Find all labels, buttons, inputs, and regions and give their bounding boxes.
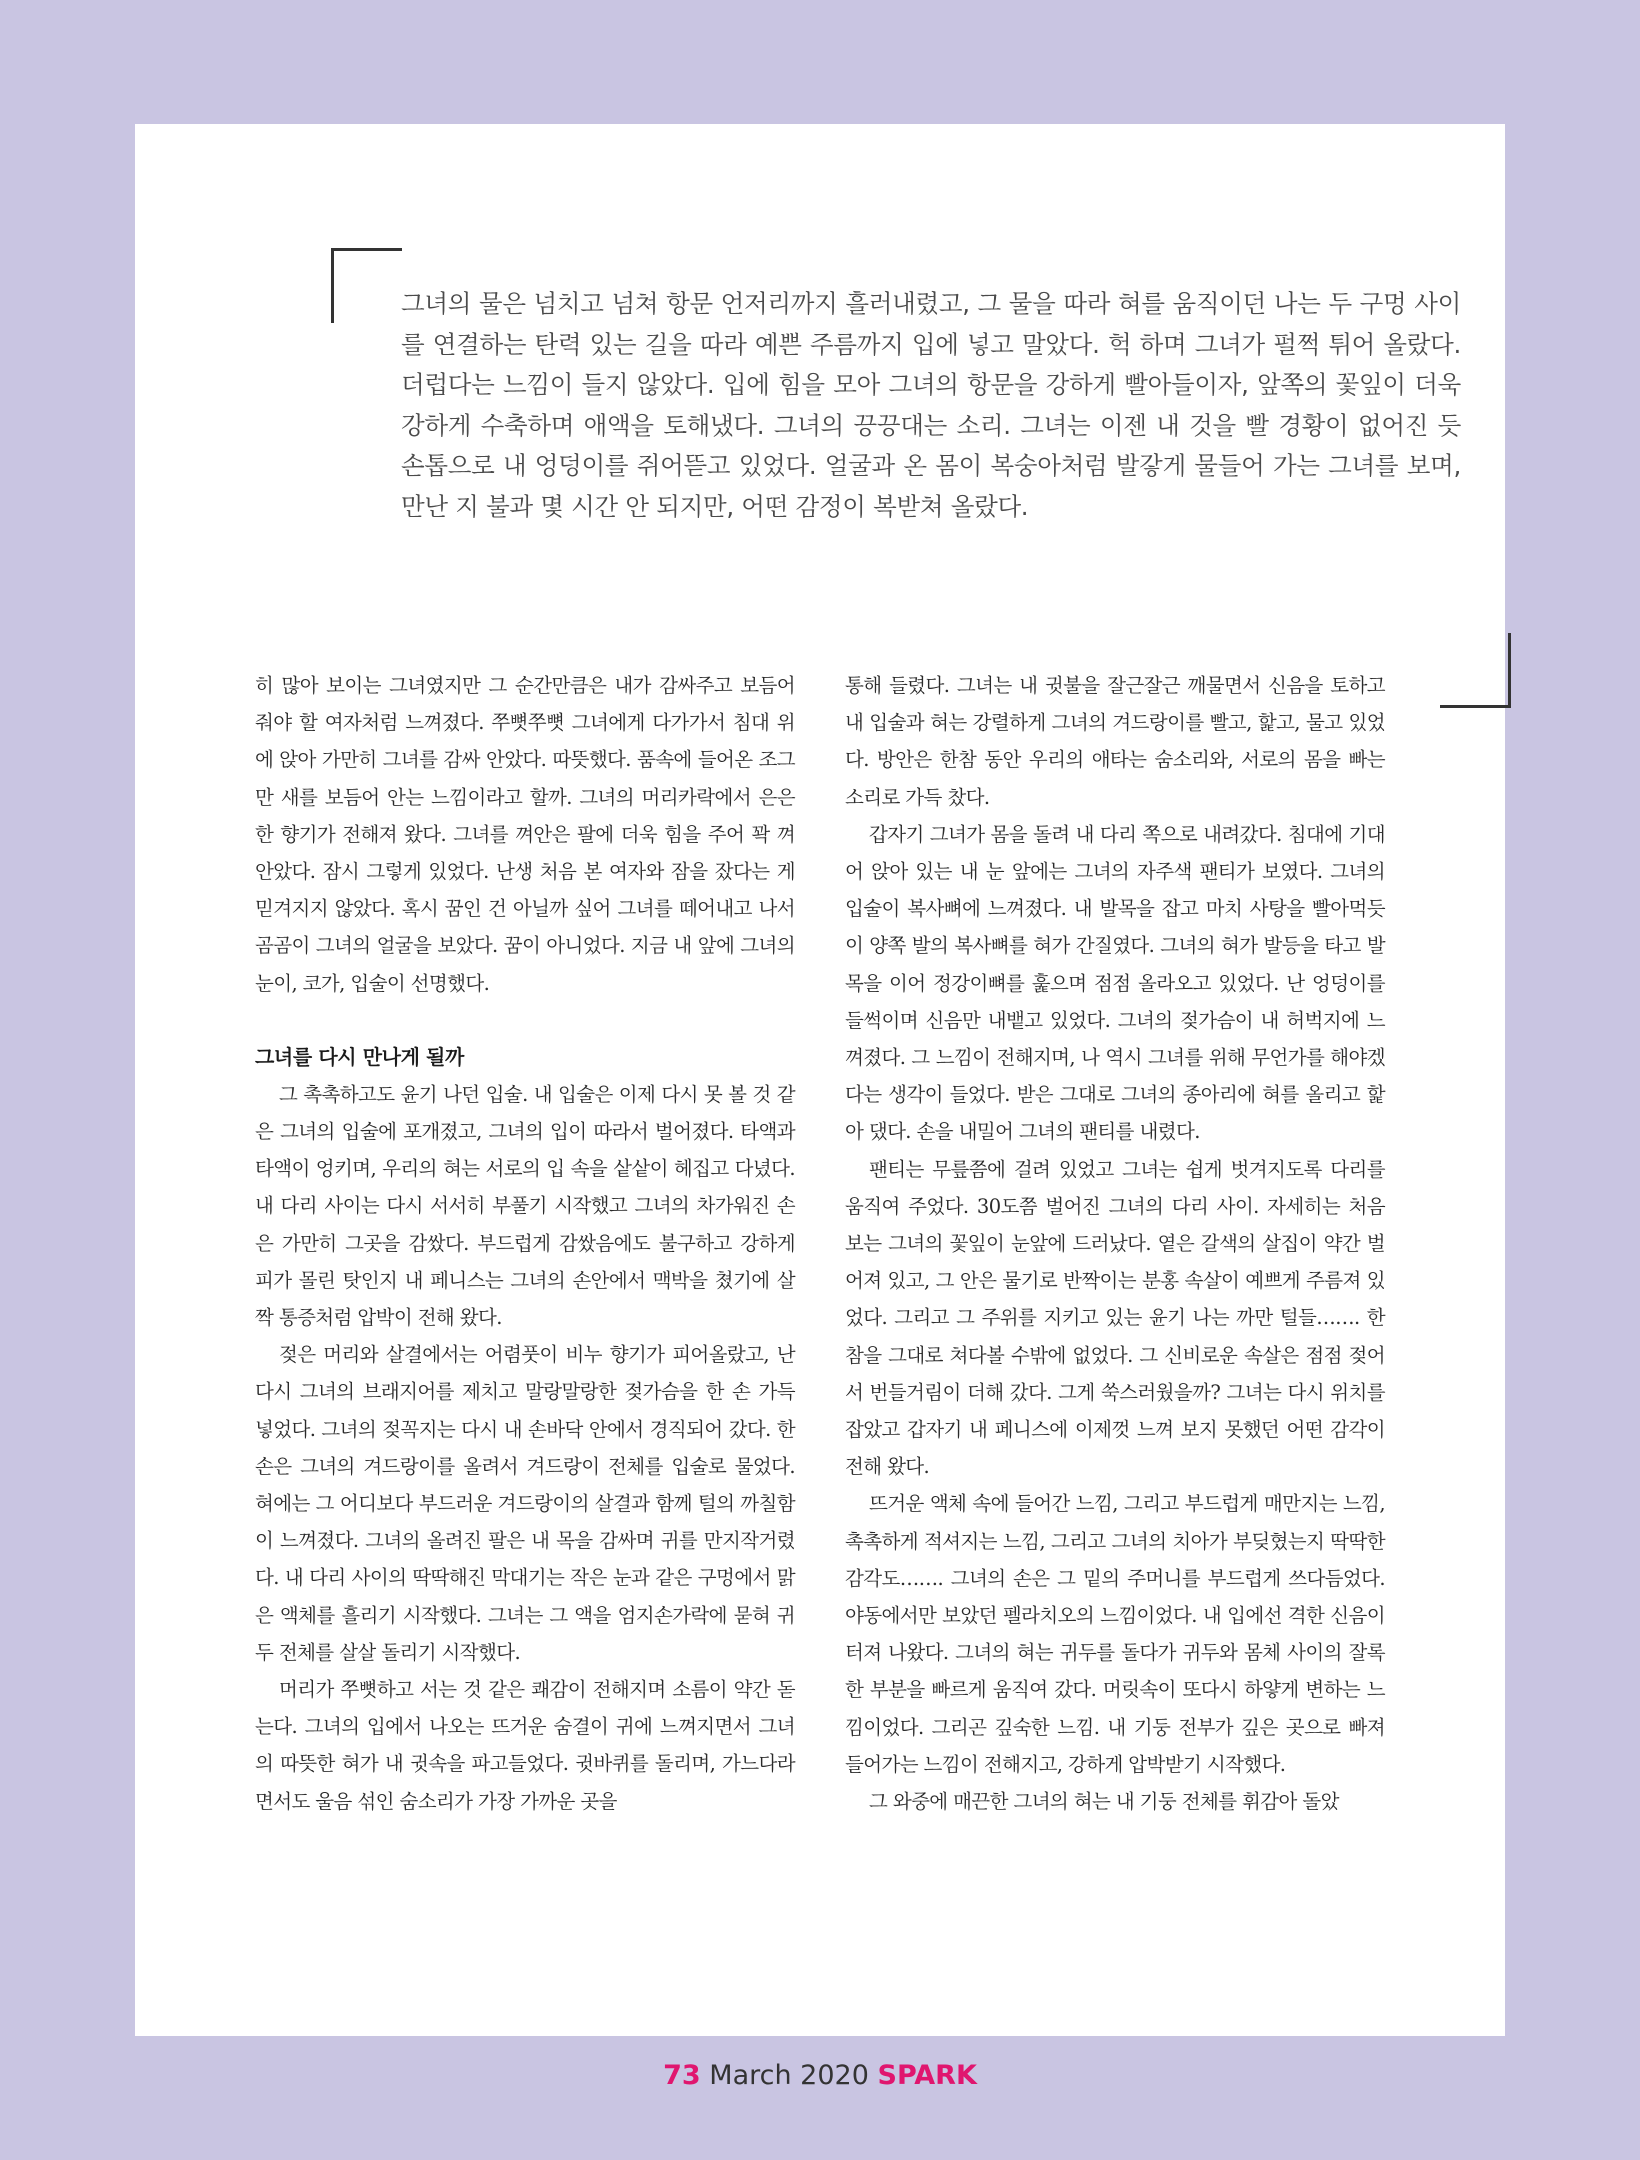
- article-column-left: [255, 667, 795, 1820]
- paragraph: 그 촉촉하고도 윤기 나던 입술. 내 입술은 이제 다시 못 볼 것 같은 그녀의 입술에 포개졌고, 그녀의 입이 따라서 벌어졌다. 타액과 타액이 엉키며, 우리의 혀는 서로의 입 속을 샅샅이 헤집고 다녔다. 내 다리 사이는 다시 서서히 부풀기 시작했고 그녀의 차가워진 손은 가만히 그곳을 감쌌다. 부드럽게 감쌌음에도 불구하고 강하게 피가 몰린 탓인지 내 페니스는 그녀의 손안에서 맥박을 쳤기에 살짝 통증처럼 압박이 전해 왔다.: [255, 1082, 795, 1330]
- magazine-name: SPARK: [877, 2060, 977, 2091]
- article-column-right: [845, 667, 1385, 1820]
- page-footer: [0, 2060, 1640, 2091]
- page-sheet: [135, 124, 1505, 2036]
- quote-bracket-open: [331, 248, 402, 323]
- paragraph: 히 많아 보이는 그녀였지만 그 순간만큼은 내가 감싸주고 보듬어 줘야 할 여자처럼 느껴졌다. 쭈뼛쭈뼛 그녀에게 다가가서 침대 위에 앉아 가만히 그녀를 감싸 안았다. 따뜻했다. 품속에 들어온 조그만 새를 보듬어 안는 느낌이라고 할까. 그녀의 머리카락에서 은은한 향기가 전해져 왔다. 그녀를 껴안은 팔에 더욱 힘을 주어 꽉 껴안았다. 잠시 그렇게 있었다. 난생 처음 본 여자와 잠을 잤다는 게 믿겨지지 않았다. 혹시 꿈인 건 아닐까 싶어 그녀를 떼어내고 나서 곰곰이 그녀의 얼굴을 보았다. 꿈이 아니었다. 지금 내 앞에 그녀의 눈이, 코가, 입술이 선명했다.: [255, 674, 795, 995]
- paragraph: 통해 들렸다. 그녀는 내 귓불을 잘근잘근 깨물면서 신음을 토하고 내 입술과 혀는 강렬하게 그녀의 겨드랑이를 빨고, 핥고, 물고 있었다. 방안은 한참 동안 우리의 애타는 숨소리와, 서로의 몸을 빠는 소리로 가득 찼다.: [845, 674, 1385, 809]
- paragraph: 갑자기 그녀가 몸을 돌려 내 다리 쪽으로 내려갔다. 침대에 기대어 앉아 있는 내 눈 앞에는 그녀의 자주색 팬티가 보였다. 그녀의 입술이 복사뼈에 느껴졌다. 내 발목을 잡고 마치 사탕을 빨아먹듯이 양쪽 발의 복사뼈를 혀가 간질였다. 그녀의 혀가 발등을 타고 발목을 이어 정강이뼈를 훑으며 점점 올라오고 있었다. 난 엉덩이를 들썩이며 신음만 내뱉고 있었다. 그녀의 젖가슴이 내 허벅지에 느껴졌다. 그 느낌이 전해지며, 나 역시 그녀를 위해 무언가를 해야겠다는 생각이 들었다. 받은 그대로 그녀의 종아리에 혀를 올리고 핥아 댔다. 손을 내밀어 그녀의 팬티를 내렸다.: [845, 822, 1385, 1144]
- paragraph: 팬티는 무릎쯤에 걸려 있었고 그녀는 쉽게 벗겨지도록 다리를 움직여 주었다. 30도쯤 벌어진 그녀의 다리 사이. 자세히는 처음 보는 그녀의 꽃잎이 눈앞에 드러났다. 옅은 갈색의 살집이 약간 벌어져 있고, 그 안은 물기로 반짝이는 분홍 속살이 예쁘게 주름져 있었다. 그리고 그 주위를 지키고 있는 윤기 나는 까만 털들……. 한참을 그대로 쳐다볼 수밖에 없었다. 그 신비로운 속살은 점점 젖어서 번들거림이 더해 갔다. 그게 쑥스러웠을까? 그녀는 다시 위치를 잡았고 갑자기 내 페니스에 이제껏 느껴 보지 못했던 어떤 감각이 전해 왔다.: [845, 1157, 1385, 1479]
- pull-quote: [331, 248, 1511, 708]
- paragraph: 뜨거운 액체 속에 들어간 느낌, 그리고 부드럽게 매만지는 느낌, 촉촉하게 적셔지는 느낌, 그리고 그녀의 치아가 부딪혔는지 딱딱한 감각도……. 그녀의 손은 그 밑의 주머니를 부드럽게 쓰다듬었다. 야동에서만 보았던 펠라치오의 느낌이었다. 내 입에선 격한 신음이 터져 나왔다. 그녀의 혀는 귀두를 돌다가 귀두와 몸체 사이의 잘록한 부분을 빠르게 움직여 갔다. 머릿속이 또다시 하얗게 변하는 느낌이었다. 그리곤 깊숙한 느낌. 내 기둥 전부가 깊은 곳으로 빠져 들어가는 느낌이 전해지고, 강하게 압박받기 시작했다.: [845, 1492, 1385, 1776]
- pull-quote-text: 그녀의 물은 넘치고 넘쳐 항문 언저리까지 흘러내렸고, 그 물을 따라 혀를 움직이던 나는 두 구멍 사이를 연결하는 탄력 있는 길을 따라 예쁜 주름까지 입에 넣고 말았다. 헉 하며 그녀가 펄쩍 튀어 올랐다. 더럽다는 느낌이 들지 않았다. 입에 힘을 모아 그녀의 항문을 강하게 빨아들이자, 앞쪽의 꽃잎이 더욱 강하게 수축하며 애액을 토해냈다. 그녀의 끙끙대는 소리. 그녀는 이젠 내 것을 빨 경황이 없어진 듯 손톱으로 내 엉덩이를 쥐어뜯고 있었다. 얼굴과 온 몸이 복숭아처럼 발갛게 물들어 가는 그녀를 보며, 만난 지 불과 몇 시간 안 되지만, 어떤 감정이 복받쳐 올랐다.: [401, 289, 1461, 521]
- page-number: 73: [663, 2060, 701, 2091]
- paragraph: 젖은 머리와 살결에서는 어렴풋이 비누 향기가 피어올랐고, 난 다시 그녀의 브래지어를 제치고 말랑말랑한 젖가슴을 한 손 가득 넣었다. 그녀의 젖꼭지는 다시 내 손바닥 안에서 경직되어 갔다. 한 손은 그녀의 겨드랑이를 올려서 겨드랑이 전체를 입술로 물었다. 혀에는 그 어디보다 부드러운 겨드랑이의 살결과 함께 털의 까칠함이 느껴졌다. 그녀의 올려진 팔은 내 목을 감싸며 귀를 만지작거렸다. 내 다리 사이의 딱딱해진 막대기는 작은 눈과 같은 구멍에서 맑은 액체를 흘리기 시작했다. 그녀는 그 액을 엄지손가락에 묻혀 귀두 전체를 살살 돌리기 시작했다.: [255, 1343, 795, 1664]
- issue-date: March 2020: [709, 2060, 869, 2091]
- paragraph: 그 와중에 매끈한 그녀의 혀는 내 기둥 전체를 휘감아 돌았: [869, 1790, 1339, 1814]
- quote-bracket-close: [1440, 633, 1511, 708]
- paragraph: 머리가 쭈뼛하고 서는 것 같은 쾌감이 전해지며 소름이 약간 돋는다. 그녀의 입에서 나오는 뜨거운 숨결이 귀에 느껴지면서 그녀의 따뜻한 혀가 내 귓속을 파고들었다. 귓바퀴를 돌리며, 가느다라면서도 울음 섞인 숨소리가 가장 가까운 곳을: [255, 1678, 795, 1813]
- section-heading: 그녀를 다시 만나게 될까: [255, 1044, 464, 1069]
